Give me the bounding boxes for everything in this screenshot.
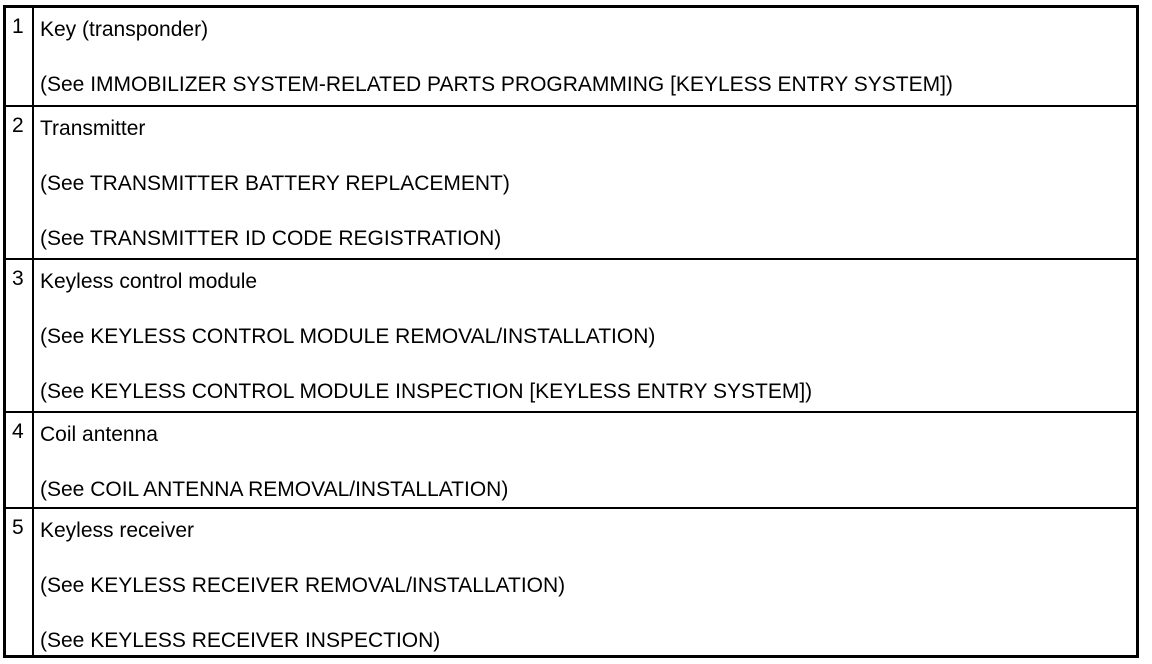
reference-link[interactable]: (See KEYLESS CONTROL MODULE REMOVAL/INSTALLATION): [40, 325, 656, 348]
part-name: Key (transponder): [40, 18, 209, 41]
reference-link[interactable]: (See TRANSMITTER ID CODE REGISTRATION): [40, 227, 502, 250]
row-number: 2: [6, 106, 33, 259]
row-content: [33, 412, 1136, 508]
part-name: Transmitter: [40, 117, 146, 140]
table-row: [6, 412, 1136, 508]
part-name: Coil antenna: [40, 423, 158, 446]
reference-link[interactable]: (See TRANSMITTER BATTERY REPLACEMENT): [40, 172, 510, 195]
row-content: [33, 8, 1136, 106]
reference-link[interactable]: (See KEYLESS CONTROL MODULE INSPECTION [KEYLESS ENTRY SYSTEM]): [40, 380, 813, 403]
row-content: [33, 106, 1136, 259]
table-row: [6, 8, 1136, 106]
reference-link[interactable]: (See KEYLESS RECEIVER REMOVAL/INSTALLATION): [40, 574, 566, 597]
table-row: [6, 508, 1136, 655]
row-number: 5: [6, 508, 33, 655]
parts-reference-table: [3, 5, 1139, 658]
part-name: Keyless control module: [40, 270, 258, 293]
parts-table: [6, 8, 1136, 655]
row-number: 4: [6, 412, 33, 508]
row-content: [33, 508, 1136, 655]
table-row: [6, 106, 1136, 259]
reference-link[interactable]: (See COIL ANTENNA REMOVAL/INSTALLATION): [40, 478, 509, 501]
row-number: 1: [6, 8, 33, 106]
table-row: [6, 259, 1136, 412]
part-name: Keyless receiver: [40, 519, 195, 542]
row-content: [33, 259, 1136, 412]
reference-link[interactable]: (See IMMOBILIZER SYSTEM-RELATED PARTS PROGRAMMING [KEYLESS ENTRY SYSTEM]): [40, 73, 953, 96]
row-number: 3: [6, 259, 33, 412]
reference-link[interactable]: (See KEYLESS RECEIVER INSPECTION): [40, 629, 441, 652]
